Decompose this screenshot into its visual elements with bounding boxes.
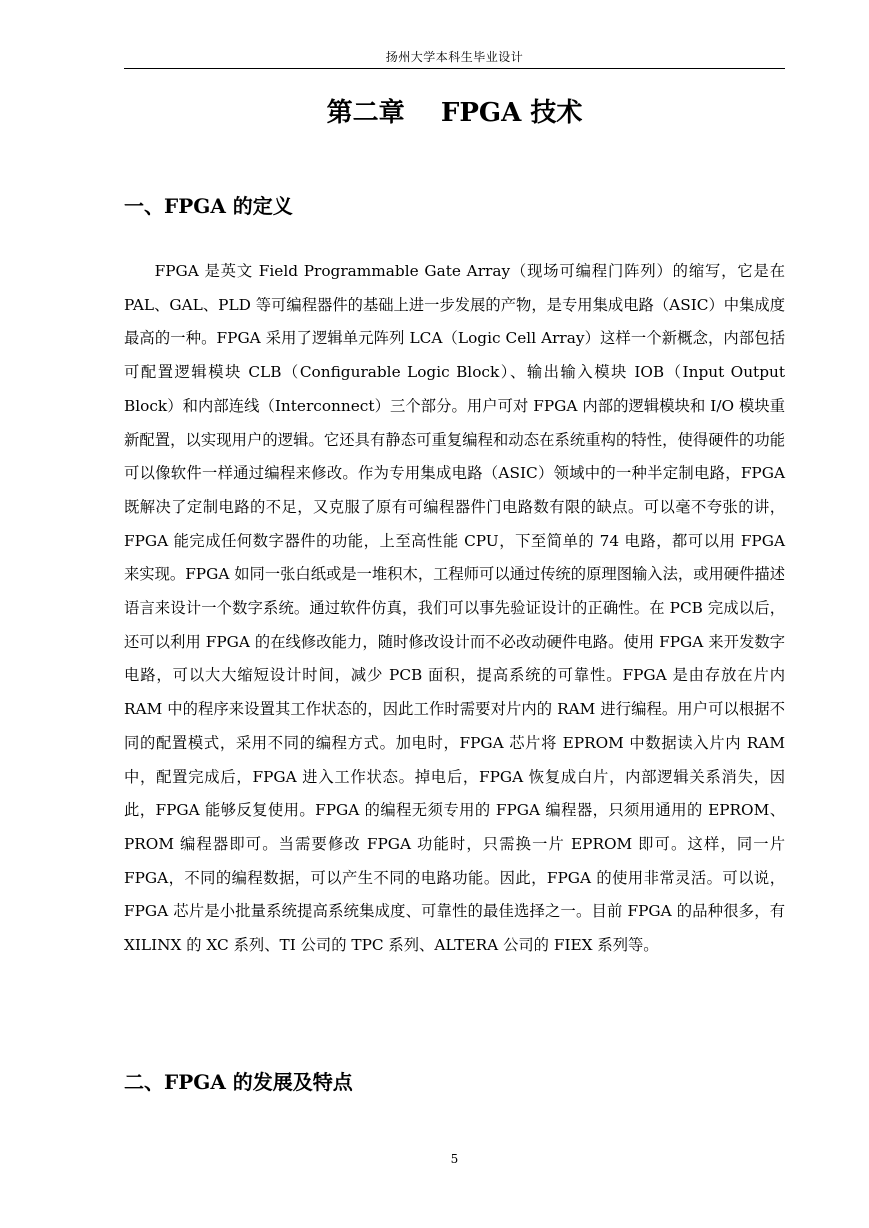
section-heading-development: 二、FPGA 的发展及特点 <box>124 1070 353 1094</box>
page-header: 扬州大学本科生毕业设计 <box>385 50 524 64</box>
page-number: 5 <box>450 1152 459 1166</box>
chapter-title: 第二章 FPGA 技术 <box>326 98 583 128</box>
header-divider <box>124 68 785 69</box>
section-heading-definition: 一、FPGA 的定义 <box>124 194 293 218</box>
body-paragraph: FPGA 是英文 Field Programmable Gate Array（现场可编程门阵列）的缩写，它是在 PAL、GAL、PLD 等可编程器件的基础上进一步发展的产物，是专用集成电路（ASIC）中集成度最高的一种。FPGA 采用了逻辑单元阵列 LCA（Logic Cell Array）这样一个新概念，内部包括可配置逻辑模块 CLB（Configurable Logic Block）、输出输入模块 IOB（Input Output Block）和内部连线（Interconnect）三个部分。用户可对 FPGA 内部的逻辑模块和 I/O 模块重新配置，以实现用户的逻辑。它还具有静态可重复编程和动态在系统重构的特性，使得硬件的功能可以像软件一样通过编程来修改。作为专用集成电路（ASIC）领域中的一种半定制电路，FPGA 既解决了定制电路的不足，又克服了原有可编程器件门电路数有限的缺点。可以毫不夸张的讲，FPGA 能完成任何数字器件的功能，上至高性能 CPU，下至简单的 74 电路，都可以用 FPGA 来实现。FPGA 如同一张白纸或是一堆积木，工程师可以通过传统的原理图输入法，或用硬件描述语言来设计一个数字系统。通过软件仿真，我们可以事先验证设计的正确性。在 PCB 完成以后，还可以利用 FPGA 的在线修改能力，随时修改设计而不必改动硬件电路。使用 FPGA 来开发数字电路，可以大大缩短设计时间，减少 PCB 面积，提高系统的可靠性。FPGA 是由存放在片内 RAM 中的程序来设置其工作状态的，因此工作时需要对片内的 RAM 进行编程。用户可以根据不同的配置模式，采用不同的编程方式。加电时，FPGA 芯片将 EPROM 中数据读入片内 RAM 中，配置完成后，FPGA 进入工作状态。掉电后，FPGA 恢复成白片，内部逻辑关系消失，因此，FPGA 能够反复使用。FPGA 的编程无须专用的 FPGA 编程器，只须用通用的 EPROM、PROM 编程器即可。当需要修改 FPGA 功能时，只需换一片 EPROM 即可。这样，同一片 FPGA，不同的编程数据，可以产生不同的电路功能。因此，FPGA 的使用非常灵活。可以说，FPGA 芯片是小批量系统提高系统集成度、可靠性的最佳选择之一。目前 FPGA 的品种很多，有 XILINX 的 XC 系列、TI 公司的 TPC 系列、ALTERA 公司的 FIEX 系列等。 <box>124 262 785 955</box>
